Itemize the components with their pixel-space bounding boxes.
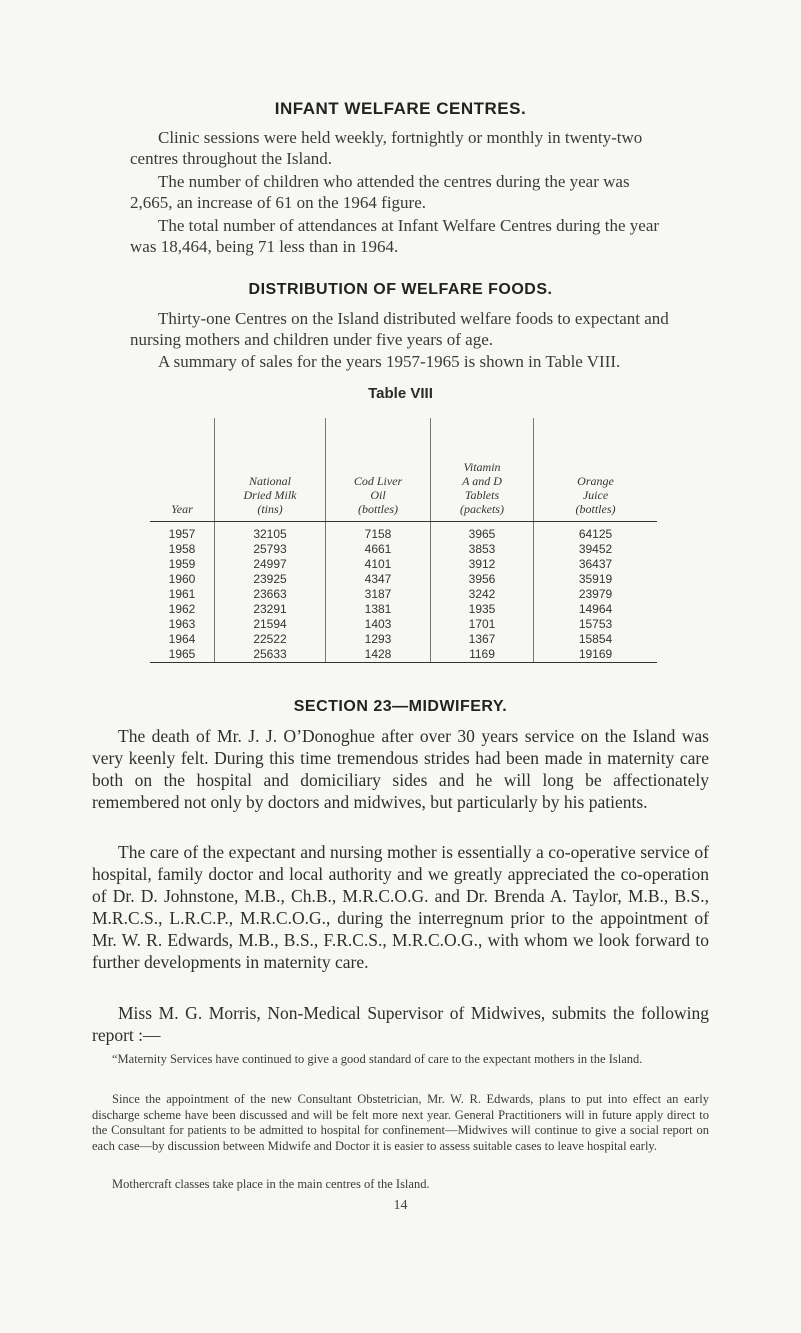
- table-header-row: [150, 418, 657, 522]
- midwifery-paragraph-3: Miss M. G. Morris, Non-Medical Supervisor of Midwives, submits the following report :—: [92, 1003, 709, 1045]
- welfare-foods-table: [150, 418, 657, 663]
- table-row: 1962 23291 1381 1935 14964: [150, 602, 657, 617]
- header-vitamin-tablets: Vitamin A and D Tablets (packets): [431, 418, 534, 522]
- table-row: 1960 23925 4347 3956 35919: [150, 572, 657, 587]
- report-quote-3: Mothercraft classes take place in the main centres of the Island.: [112, 1177, 430, 1191]
- table-row: 1957 32105 7158 3965 64125: [150, 522, 657, 543]
- table-caption: Table VIII: [368, 385, 433, 402]
- welfare-foods-heading: DISTRIBUTION OF WELFARE FOODS.: [248, 281, 553, 298]
- midwifery-paragraph-2: The care of the expectant and nursing mother is essentially a co-operative service of hospital, family doctor and local authority and we greatly appreciated the co-operation of Dr. D. Johnstone, M.B., Ch.B., M.R.C.O.G. and Dr. Brenda A. Taylor, M.B., B.S., M.R.C.S., L.R.C.P., M.R.C.O.G., during the interregnum prior to the appointment of Mr. W. R. Edwards, M.B., B.S., F.R.C.S., M.R.C.O.G., with whom we look forward to further developments in maternity care.: [92, 842, 709, 972]
- header-year: Year: [150, 418, 215, 522]
- report-quote-1: “Maternity Services have continued to give a good standard of care to the expectant mothers in the Island.: [112, 1052, 643, 1066]
- header-cod-liver-oil: Cod Liver Oil (bottles): [326, 418, 431, 522]
- table-row: 1959 24997 4101 3912 36437: [150, 557, 657, 572]
- infant-paragraph-1: Clinic sessions were held weekly, fortnightly or monthly in twenty-two centres throughout the Island.: [130, 128, 643, 168]
- midwifery-paragraph-1: The death of Mr. J. J. O’Donoghue after over 30 years service on the Island was very keenly felt. During this time tremendous strides had been made in maternity care both on the hospital and domiciliary sides and he will long be affectionately remembered not only by doctors and midwives, but particularly by his patients.: [92, 726, 709, 812]
- foods-paragraph-2: A summary of sales for the years 1957-1965 is shown in Table VIII.: [158, 352, 621, 371]
- table-row: 1963 21594 1403 1701 15753: [150, 617, 657, 632]
- table-row: 1958 25793 4661 3853 39452: [150, 542, 657, 557]
- foods-paragraph-1: Thirty-one Centres on the Island distributed welfare foods to expectant and nursing mothers and children under five years of age.: [130, 309, 669, 349]
- table-row: 1965 25633 1428 1169 19169: [150, 647, 657, 663]
- table-row: 1961 23663 3187 3242 23979: [150, 587, 657, 602]
- report-quote-2: Since the appointment of the new Consultant Obstetrician, Mr. W. R. Edwards, plans to put into effect an early discharge scheme have been discussed and will be felt more next year. General Practitioners will in future apply direct to the Consultant for patients to be admitted to hospital for confinement—Midwives will continue to give a social report on each case—by discussion between Midwife and Doctor it is easier to assess suitable cases to leave hospital early.: [92, 1092, 709, 1153]
- infant-paragraph-2: The number of children who attended the centres during the year was 2,665, an increase of 61 on the 1964 figure.: [130, 172, 630, 212]
- header-dried-milk: National Dried Milk (tins): [215, 418, 326, 522]
- infant-paragraph-3: The total number of attendances at Infant Welfare Centres during the year was 18,464, being 71 less than in 1964.: [130, 216, 660, 256]
- infant-welfare-heading: INFANT WELFARE CENTRES.: [274, 99, 527, 118]
- page-number: 14: [393, 1198, 408, 1213]
- midwifery-heading: SECTION 23—MIDWIFERY.: [293, 698, 508, 715]
- header-orange-juice: Orange Juice (bottles): [534, 418, 658, 522]
- table-row: 1964 22522 1293 1367 15854: [150, 632, 657, 647]
